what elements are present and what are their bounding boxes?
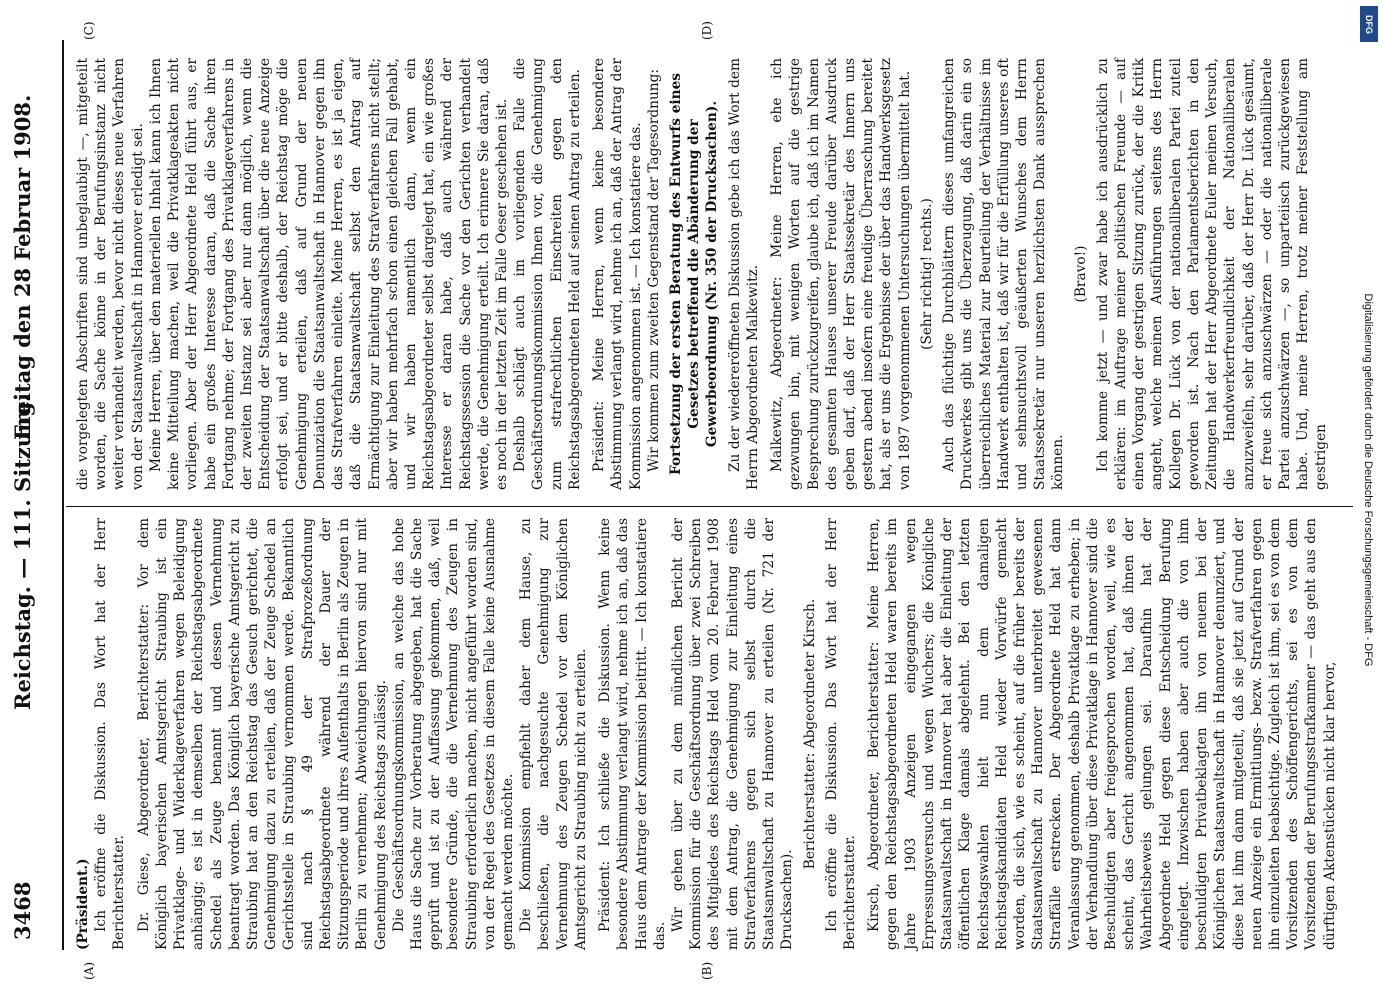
page-number: 3468 — [10, 881, 35, 940]
paragraph: Ich eröffne die Diskussion. Das Wort hat der Herr Berichterstatter. — [93, 518, 128, 950]
margin-marker-c: (C) — [82, 21, 96, 40]
margin-marker-d: (D) — [700, 21, 714, 40]
paragraph: Präsident: Meine Herren, wenn keine besondere Abstimmung verlangt wird, nehme ich an, daß der Antrag der Kommission angenommen ist. — Ich konstatiere das. — [591, 58, 644, 490]
paragraph: Die Geschäftsordnungskommission, an welche das hohe Haus die Sache zur Vorberatung abgegeben, hat die Sache geprüft und ist zu der Auffassung gekommen, daß, weil besondere Gründe, die die Vernehmung des Zeugen in Straubing erforderlich machen, nicht angeführt worden sind, von der Regel des Gesetzes in diesem Falle keine Ausnahme gemacht werden möchte. — [390, 518, 517, 950]
speaker-tag: (Präsident.) — [75, 858, 91, 950]
paragraph: Berichterstatter: Abgeordneter Kirsch. — [801, 598, 818, 870]
column-divider — [66, 506, 1353, 507]
paragraph: die vorgelegten Abschriften sind unbeglaubigt —, mitgeteilt worden, die Sache könne in der Berufungsinstanz nicht weiter verhandelt werden, bevor nicht dieses neue Verfahren von der Staatsanwaltschaft in Hannover erledigt sei. — [75, 58, 146, 490]
agenda-item: Fortsetzung der ersten Beratung des Entwurfs eines Gesetzes betreffend die Abänderung der Gewerbeordnung (Nr. 350 der Drucksachen). — [668, 73, 721, 475]
paragraph: Ich komme jetzt — und zwar habe ich ausdrücklich zu erklären: im Auftrage meiner politischen Freunde — auf einen Vorgang der gestrigen Sitzung zurück, der die Kritik angeht, welche meinen Ausführungen seitens des Herrn Kollegen Dr. Lück von der nationalliberalen Partei zuteil geworden ist. Nach den Parlamentsberichten in den Zeitungen hat der Herr Abgeordnete Euler meinen Versuch, die Handwerkerfreundlichkeit der Nationalliberalen anzuzweifeln, sehr darüber, daß der Herr Dr. Lück gesäumt, er freue sich anzuschwärzen — oder die nationalliberale Partei anzuschwärzen —, so unparteiisch zurückgewiesen habe. Und, meine Herren, trotz meiner Feststellung am gestrigen — [1094, 58, 1330, 490]
left-column — [74, 518, 1339, 950]
paragraph: Die Kommission empfiehlt daher dem Hause, zu beschließen, die nachgesuchte Genehmigung zur Vernehmung des Zeugen Schedel vor dem Königlichen Amtsgericht zu Straubing nicht zu erteilen. — [518, 518, 589, 950]
paragraph: Deshalb schlägt auch im vorliegenden Falle die Geschäftsordnungskommission Ihnen vor, die Genehmigung zum strafrechtlichen Einschreiten gegen den Reichstagsabgeordneten Held auf seinen Antrag zu erteilen. — [512, 58, 583, 490]
margin-marker-a: (A) — [82, 961, 96, 980]
interjection: (Sehr richtig! rechts.) — [918, 198, 935, 350]
paragraph: Kirsch, Abgeordneter, Berichterstatter: Meine Herren, gegen den Reichstagsabgeordneten Held waren bereits im Jahre 1903 Anzeigen eingegangen wegen Erpressungsversuchs und wegen Wuchers; die Königliche Staatsanwaltschaft in Hannover hat aber die Einleitung der öffentlichen Klage damals abgelehnt. Bei den letzten Reichstagswahlen hielt nun dem damaligen Reichstagskandidaten Held wieder Vorwürfe gemacht worden, die sich, wie es scheint, auf die früher bereits der Staatsanwaltschaft zu Hannover unterbreitet gewesenen Straffälle erstrecken. Der Abgeordnete Held hat dann Veranlassung genommen, deshalb Privatklage zu erheben; in der Verhandlung über diese Privatklage in Hannover sind die Beschuldigten aber freigesprochen worden, weil, wie es scheint, das Gericht angenommen hat, daß ihnen der Wahrheitsbeweis gelungen sei. Daraufhin hat der Abgeordnete Held gegen diese Entscheidung Berufung eingelegt. Inzwischen haben aber auch die von ihm beschuldigten Privatbeklagten ihn von neuem bei der Königlichen Staatsanwaltschaft in Hannover denunziert, und diese hat ihm dann mitgeteilt, daß sie jetzt auf Grund der neuen Anzeige ein Ermittlungs- bezw. Strafverfahren gegen ihn einzuleiten beabsichtige. Zugleich ist ihm, sei es von dem Vorsitzenden des Schöffengerichts, sei es von dem Vorsitzenden der Berufungsstrafkammer — das geht aus den dürftigen Aktenstücken nicht klar hervor, — [866, 518, 1338, 950]
digitization-note-text: Digitalisierung gefördert durch die Deutsche Forschungsgemeinschaft - DFG — [1362, 293, 1374, 667]
paragraph: Auch das flüchtige Durchblättern dieses umfangreichen Druckwerkes gibt uns die Überzeugung, daß darin ein so überreichliches Material zur Beurteilung der Verhältnisse im Handwerk enthalten ist, daß wir für die Erfüllung unseres oft und sehnsuchtsvoll geäußerten Wunsches dem Herrn Staatssekretär nur unseren herzlichsten Dank aussprechen können. — [941, 58, 1067, 490]
paragraph: Malkewitz, Abgeordneter: Meine Herren, ehe ich gezwungen bin, mit wenigen Worten auf die gestrige Besprechung zurückzugreifen, glaube ich, daß ich im Namen des gesamten Hauses unserer Freude darüber Ausdruck geben darf, daß der Herr Staatssekretär des Innern uns gestern abend insofern eine freudige Überraschung bereitet hat, als er uns die Ergebnisse der über das Handwerksgesetz von 1897 vorgenommenen Untersuchungen übermittelt hat. — [769, 58, 913, 490]
paragraph: Meine Herren, über den materiellen Inhalt kann ich Ihnen keine Mitteilung machen, weil die Privatklageakten nicht vorliegen. Aber der Herr Abgeordnete Held führt aus, er habe ein großes Interesse daran, daß die Sache ihren Fortgang nehme; der Fortgang des Privatklageverfahrens in der zweiten Instanz sei aber nur dann möglich, wenn die Entscheidung der Staatsanwaltschaft über die neue Anzeige erfolgt sei, und er bitte deshalb, der Reichstag möge die Genehmigung erteilen, daß auf Grund der neuen Denunziation die Staatsanwaltschaft in Hannover gegen ihn das Strafverfahren einleite. Meine Herren, es ist ja eigen, daß die Staatsanwaltschaft selbst den Antrag auf Ermächtigung zur Einleitung des Strafverfahrens nicht stellt; aber wir haben mehrfach schon einen gleichen Fall gehabt, und wir haben namentlich dann, wenn ein Reichstagsabgeordneter selbst dargelegt hat, ein wie großes Interesse er daran habe, daß auch während der Reichstagssession die Sache vor den Gerichten verhandelt werde, die Genehmigung erteilt. Ich erinnere Sie daran, daß es noch in der letzten Zeit im Falle Oeser geschehen ist. — [147, 58, 511, 490]
session-heading: Reichstag. — 111. Sitzung. — [10, 394, 35, 710]
header-rule — [62, 40, 64, 950]
right-column — [74, 58, 1331, 490]
date-heading: Freitag den 28 Februar 1908. — [10, 94, 35, 440]
paragraph: Wir kommen zum zweiten Gegenstand der Tagesordnung: — [645, 69, 662, 472]
paragraph: Wir gehen über zu dem mündlichen Bericht der Kommission für die Geschäftsordnung über zwei Schreiben des Mitgliedes des Reichstags Held vom 20. Februar 1908 mit dem Antrag, die Genehmigung zur Einleitung eines Strafverfahrens gegen sich selbst durch die Staatsanwaltschaft zu Hannover zu erteilen (Nr. 721 der Drucksachen). — [670, 518, 796, 950]
paragraph: Ich eröffne die Diskussion. Das Wort hat der Herr Berichterstatter. — [823, 518, 858, 950]
paragraph: Dr. Giese, Abgeordneter, Berichterstatter: Vor dem Königlich bayerischen Amtsgericht Straubing ist ein Privatklage- und Widerklageverfahren wegen Beleidigung anhängig; es ist in demselben der Reichstagsabgeordnete Schedel als Zeuge benannt und dessen Vernehmung beantragt worden. Das Königlich bayerische Amtsgericht zu Straubing hat an den Reichstag das Gesuch gerichtet, die Genehmigung dazu zu erteilen, daß der Zeuge Schedel an Gerichtsstelle in Straubing vernommen werde. Bekanntlich sind nach § 49 der Strafprozeßordnung Reichstagsabgeordnete während der Dauer der Sitzungsperiode und ihres Aufenthalts in Berlin als Zeugen in Berlin zu vernehmen; Abweichungen hiervon sind nur mit Genehmigung des Reichstags zulässig. — [135, 518, 389, 950]
interjection: (Bravo!) — [1072, 245, 1089, 303]
paragraph: Präsident: Ich schließe die Diskussion. Wenn keine besondere Abstimmung verlangt wird, nehme ich an, daß das Haus dem Antrage der Kommission beitritt. — Ich konstatiere das. — [597, 518, 668, 950]
paragraph: Zu der wiedereröffneten Diskussion gebe ich das Wort dem Herrn Abgeordneten Malkewitz. — [726, 58, 761, 490]
margin-marker-b: (B) — [700, 961, 714, 980]
dfg-logo: DFG — [1360, 6, 1378, 42]
